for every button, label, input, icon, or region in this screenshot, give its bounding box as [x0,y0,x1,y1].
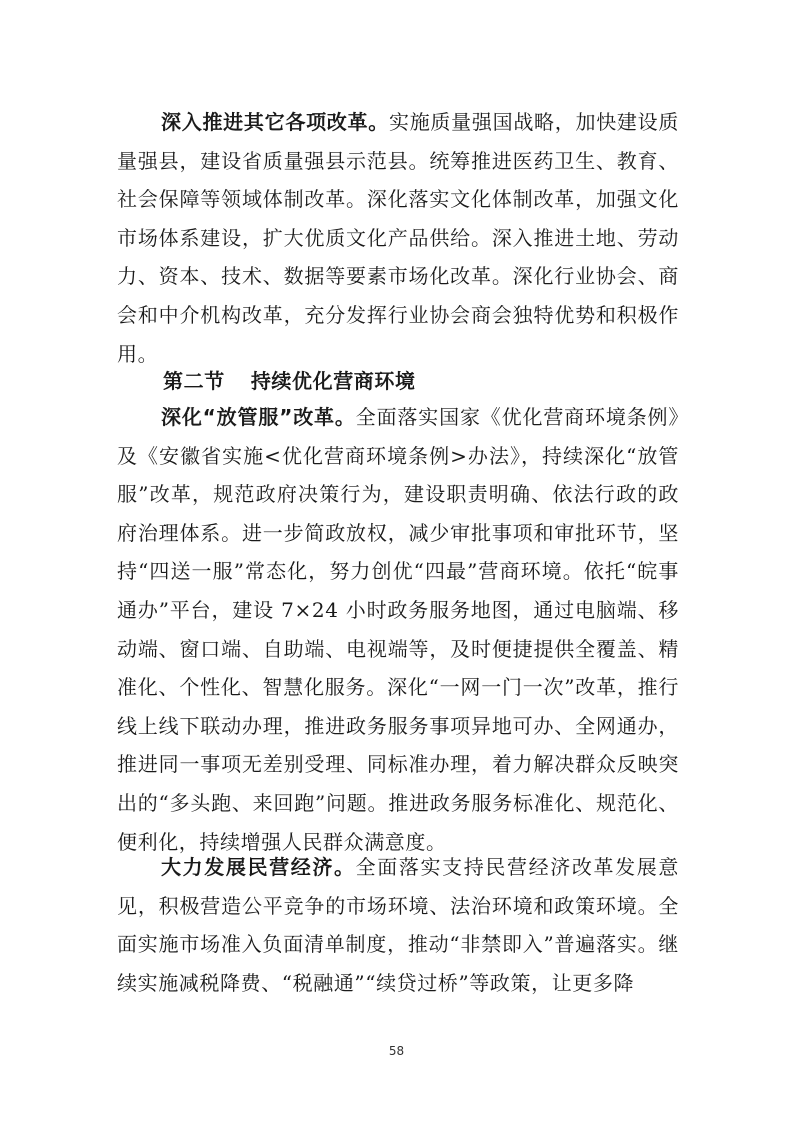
paragraph-lead: 深化“放管服”改革。 [161,405,356,429]
section-title: 持续优化营商环境 [250,369,416,393]
paragraph-fangguanfu [117,398,679,861]
paragraph-body: 全面落实国家《优化营商环境条例》及《安徽省实施<优化营商环境条例>办法》，持续深化“放管服”改革，规范政府决策行为，建设职责明确、依法行政的政府治理体系。进一步简政放权，减少审批事项和审批环节，坚持“四送一服”常态化，努力创优“四最”营商环境。依托“皖事通办”平台，建设 7×24 小时政务服务地图，通过电脑端、移动端、窗口端、自助端、电视端等，及时便捷提供全覆盖、精准化、个性化、智慧化服务。深化“一网一门一次”改革，推行线上线下联动办理，推进政务服务事项异地可办、全网通办，推进同一事项无差别受理、同标准办理，着力解决群众反映突出的“多头跑、来回跑”问题。推进政务服务标准化、规范化、便利化，持续增强人民群众满意度。 [117,405,679,854]
paragraph-private-economy [117,848,679,1002]
paragraph-body: 实施质量强国战略，加快建设质量强县，建设省质量强县示范县。统筹推进医药卫生、教育、社会保障等领域体制改革。深化落实文化体制改革，加强文化市场体系建设，扩大优质文化产品供给。深入推进土地、劳动力、资本、技术、数据等要素市场化改革。深化行业协会、商会和中介机构改革，充分发挥行业协会商会独特优势和积极作用。 [117,110,679,366]
paragraph-body: 全面落实支持民营经济改革发展意见，积极营造公平竞争的市场环境、法治环境和政策环境。全面实施市场准入负面清单制度，推动“非禁即入”普遍落实。继续实施减税降费、“税融通”“续贷过桥”等政策，让更多降 [117,855,680,995]
paragraph-other-reforms [117,103,679,373]
section-number: 第二节 [163,369,225,393]
paragraph-lead: 深入推进其它各项改革。 [161,110,389,134]
paragraph-lead: 大力发展民营经济。 [161,855,356,879]
section-heading [163,366,416,396]
page-number: 58 [388,1044,405,1058]
